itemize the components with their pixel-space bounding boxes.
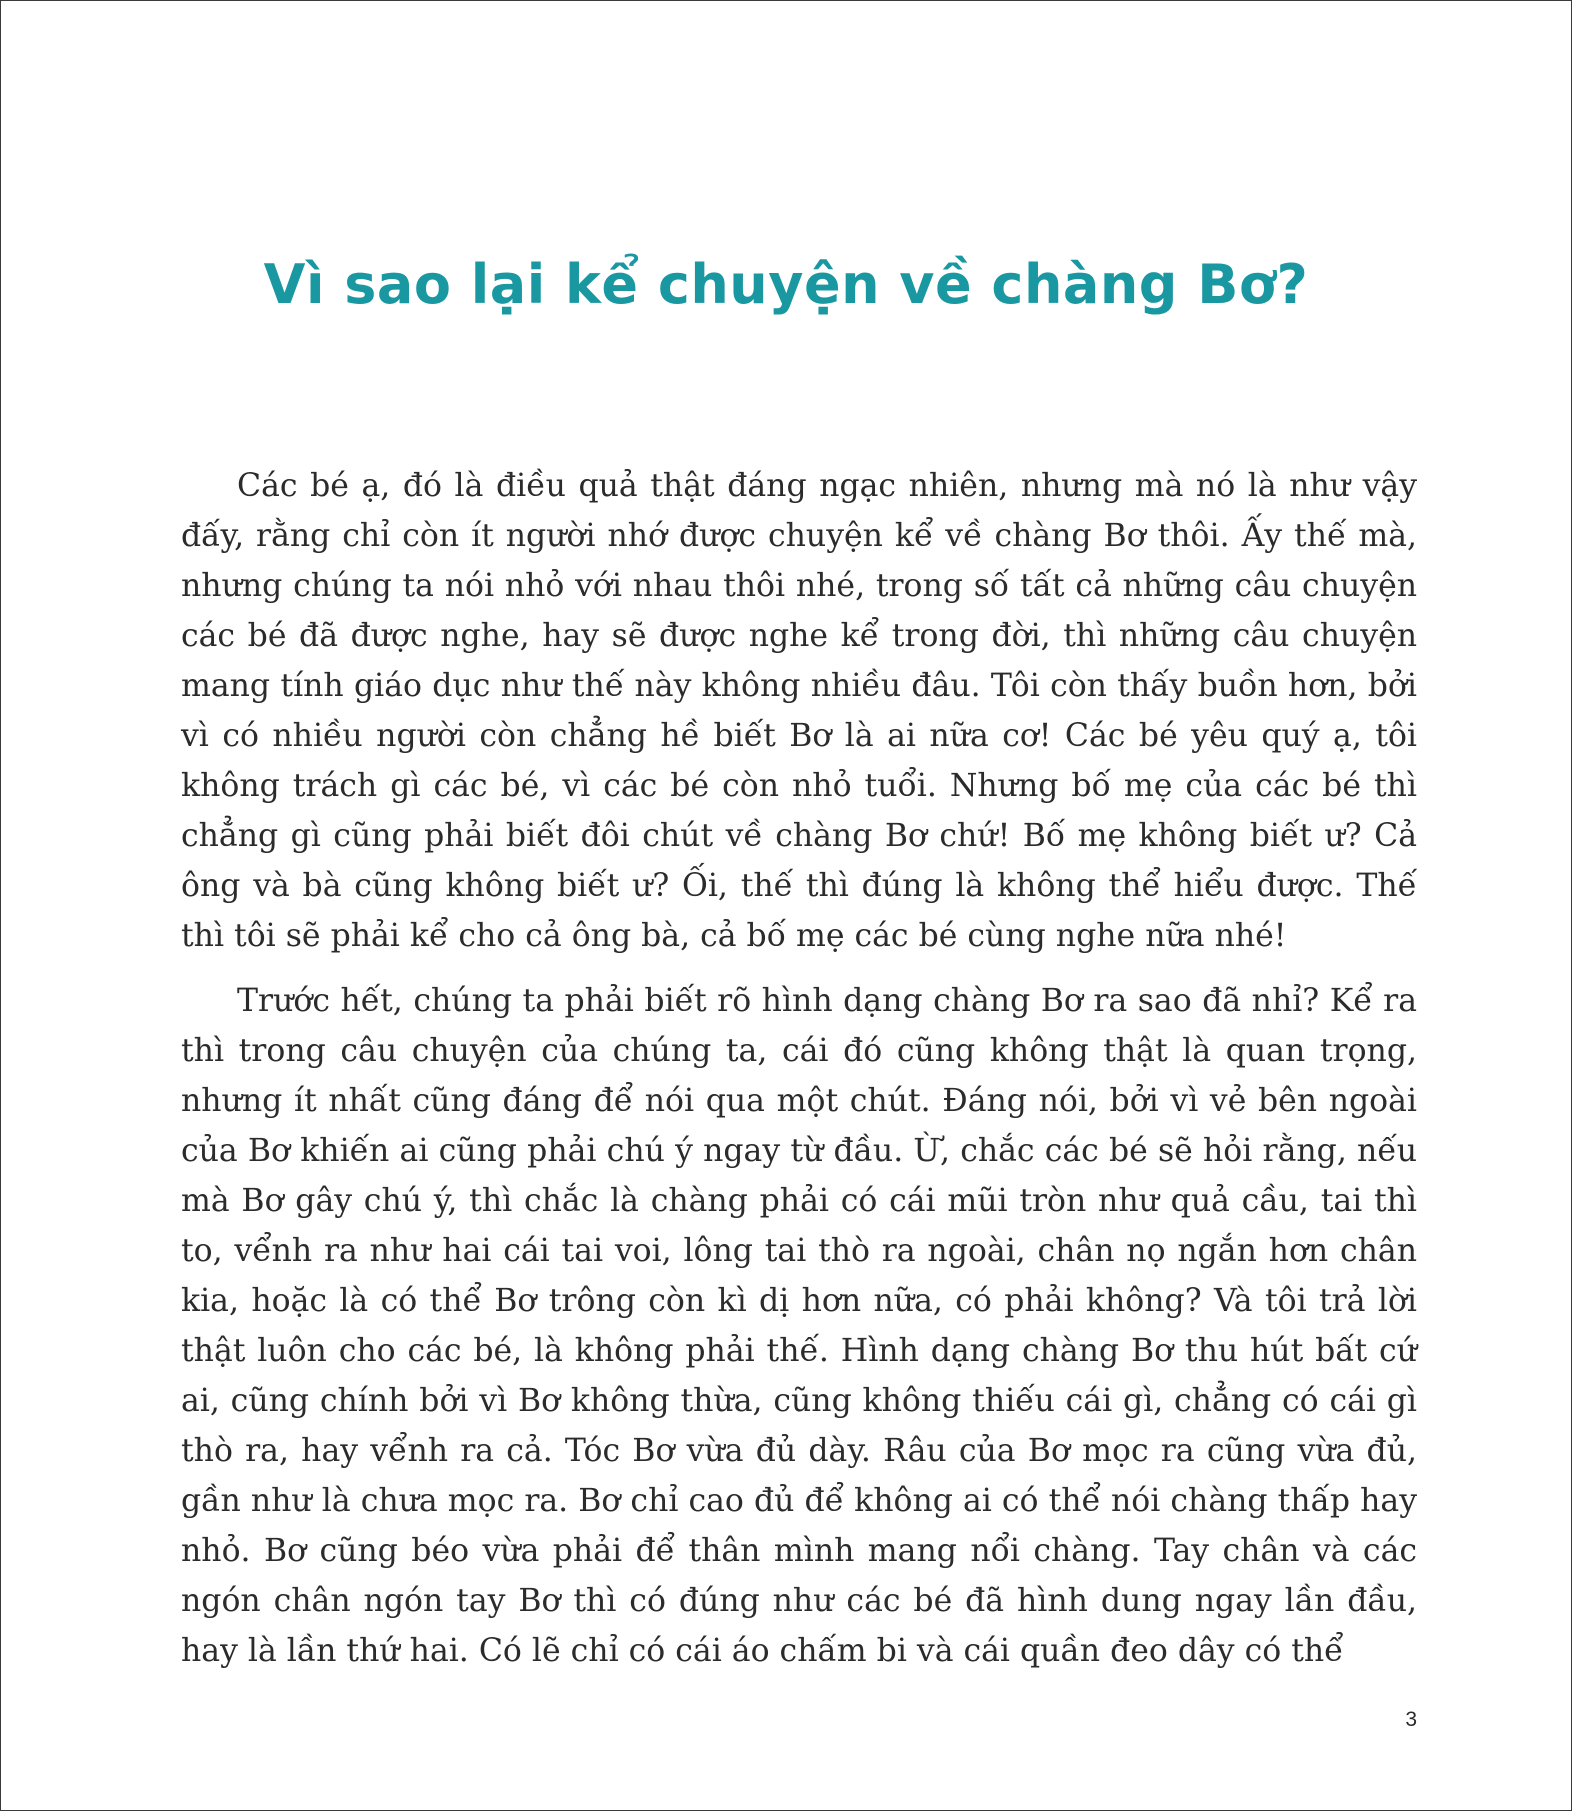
chapter-body [181, 461, 1417, 1691]
paragraph-2: Trước hết, chúng ta phải biết rõ hình dạng chàng Bơ ra sao đã nhỉ? Kể ra thì trong câu chuyện của chúng ta, cái đó cũng không thật là quan trọng, nhưng ít nhất cũng đáng để nói qua một chút. Đáng nói, bởi vì vẻ bên ngoài của Bơ khiến ai cũng phải chú ý ngay từ đầu. Ừ, chắc các bé sẽ hỏi rằng, nếu mà Bơ gây chú ý, thì chắc là chàng phải có cái mũi tròn như quả cầu, tai thì to, vểnh ra như hai cái tai voi, lông tai thò ra ngoài, chân nọ ngắn hơn chân kia, hoặc là có thể Bơ trông còn kì dị hơn nữa, có phải không? Và tôi trả lời thật luôn cho các bé, là không phải thế. Hình dạng chàng Bơ thu hút bất cứ ai, cũng chính bởi vì Bơ không thừa, cũng không thiếu cái gì, chẳng có cái gì thò ra, hay vểnh ra cả. Tóc Bơ vừa đủ dày. Râu của Bơ mọc ra cũng vừa đủ, gần như là chưa mọc ra. Bơ chỉ cao đủ để không ai có thể nói chàng thấp hay nhỏ. Bơ cũng béo vừa phải để thân mình mang nổi chàng. Tay chân và các ngón chân ngón tay Bơ thì có đúng như các bé đã hình dung ngay lần đầu, hay là lần thứ hai. Có lẽ chỉ có cái áo chấm bi và cái quần đeo dây có thể [181, 983, 1417, 1669]
chapter-title: Vì sao lại kể chuyện về chàng Bơ? [263, 253, 1309, 316]
paragraph-1: Các bé ạ, đó là điều quả thật đáng ngạc nhiên, nhưng mà nó là như vậy đấy, rằng chỉ còn ít người nhớ được chuyện kể về chàng Bơ thôi. Ấy thế mà, nhưng chúng ta nói nhỏ với nhau thôi nhé, trong số tất cả những câu chuyện các bé đã được nghe, hay sẽ được nghe kể trong đời, thì những câu chuyện mang tính giáo dục như thế này không nhiều đâu. Tôi còn thấy buồn hơn, bởi vì có nhiều người còn chẳng hề biết Bơ là ai nữa cơ! Các bé yêu quý ạ, tôi không trách gì các bé, vì các bé còn nhỏ tuổi. Nhưng bố mẹ của các bé thì chẳng gì cũng phải biết đôi chút về chàng Bơ chứ! Bố mẹ không biết ư? Cả ông và bà cũng không biết ư? Ối, thế thì đúng là không thể hiểu được. Thế thì tôi sẽ phải kể cho cả ông bà, cả bố mẹ các bé cùng nghe nữa nhé! [181, 468, 1417, 954]
page-number: 3 [1405, 1708, 1417, 1731]
